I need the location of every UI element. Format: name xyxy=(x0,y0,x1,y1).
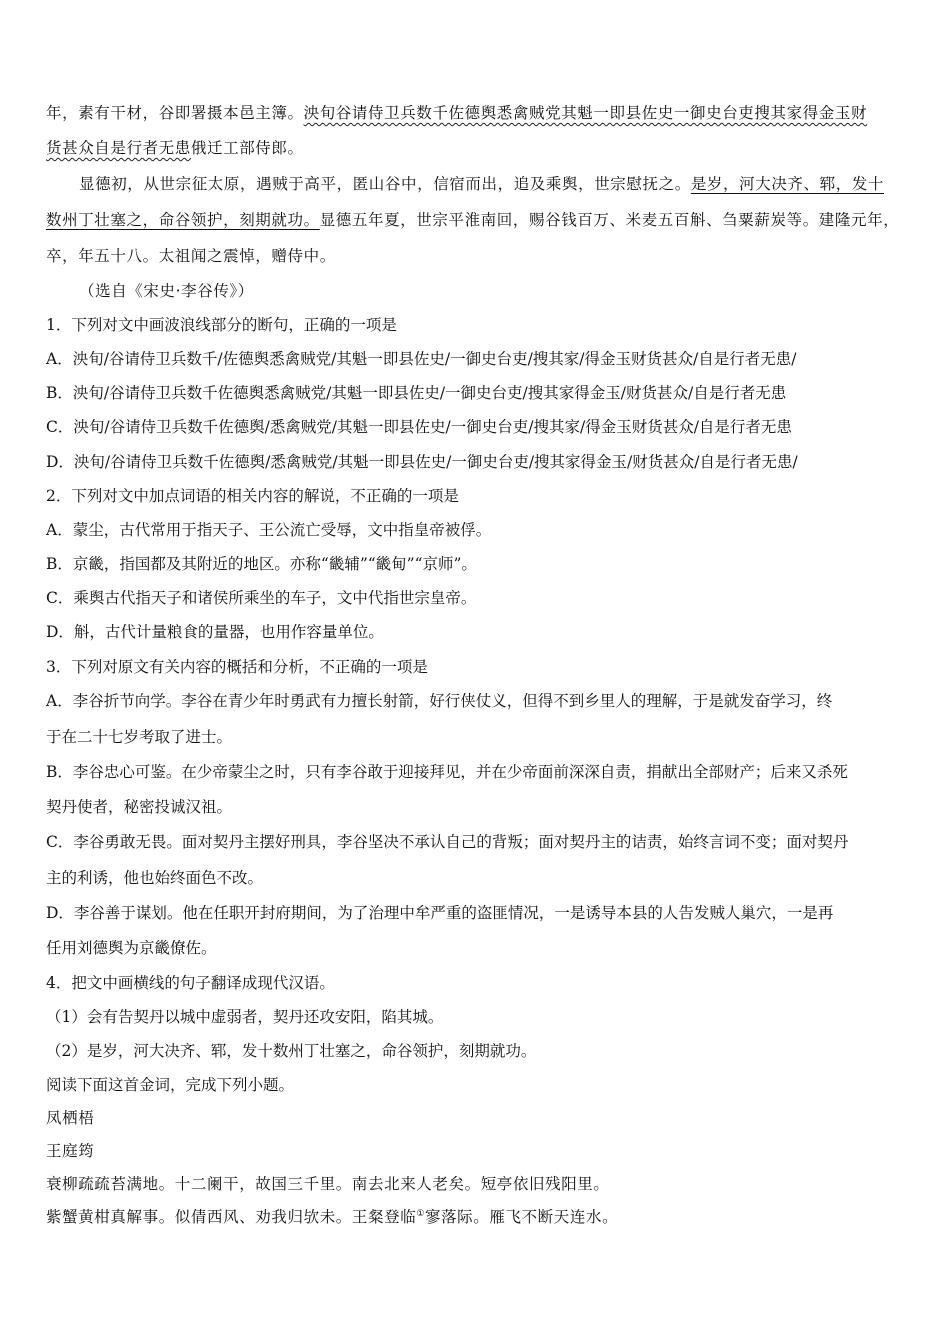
passage-line-2 xyxy=(46,138,304,158)
poem-intro: 阅读下面这首金词，完成下列小题。 xyxy=(46,1076,295,1094)
question-1-option-b: B．泱旬/谷请侍卫兵数千佐德舆悉禽贼党/其魁一即县佐史/一御史台吏/搜其家得金玉/财货甚众/自是行者无患 xyxy=(46,384,787,402)
question-3-option-d-line-1: D．李谷善于谋划。他在任职开封府期间，为了治理中牟严重的盗匪情况，一是诱导本县的人告发贼人巢穴，一是再 xyxy=(46,904,834,922)
question-2-option-b: B．京畿，指国都及其附近的地区。亦称“畿辅”“畿甸”“京师”。 xyxy=(46,555,477,573)
poem-title: 凤栖梧 xyxy=(46,1109,95,1127)
question-3-option-a-line-1: A．李谷折节向学。李谷在青少年时勇武有力擅长射箭，好行侠仗义，但得不到乡里人的理解，于是就发奋学习，终 xyxy=(46,692,833,710)
poem-text: 寥落际。雁飞不断天连水。 xyxy=(424,1208,619,1226)
question-1-option-d: D．泱旬/谷请侍卫兵数千佐德舆/悉禽贼党/其魁一即县佐史/一御史台吏/搜其家得金玉/财货甚众/自是行者无患/ xyxy=(46,453,798,471)
underlined-sentence: 数州丁壮塞之，命谷领护，刻期就功。 xyxy=(46,211,320,229)
question-3-option-b-line-1: B．李谷忠心可鉴。在少帝蒙尘之时，只有李谷敢于迎接拜见，并在少帝面前深深自责，捐献出全部财产；后来又杀死 xyxy=(46,763,848,781)
question-3-option-c-line-1: C．李谷勇敢无畏。面对契丹主摆好刑具，李谷坚决不承认自己的背叛；面对契丹主的诘责，始终言词不变；面对契丹 xyxy=(46,833,849,851)
footnote-marker: ① xyxy=(416,1208,425,1219)
poem-text: 紫蟹黄柑真解事。似倩西风、劝我归欤未。王粲登临 xyxy=(46,1208,417,1226)
passage-text: 年，素有干材，谷即署摄本邑主簿。 xyxy=(46,104,304,122)
question-3-option-b-line-2: 契丹使者，秘密投诚汉祖。 xyxy=(46,798,233,816)
question-3-option-c-line-2: 主的利诱，他也始终面色不改。 xyxy=(46,869,264,887)
question-3-option-a-line-2: 于在二十七岁考取了进士。 xyxy=(46,728,233,746)
question-1-option-c: C．泱旬/谷请侍卫兵数千佐德舆/悉禽贼党/其魁一即县佐史/一御史台吏/搜其家/得金玉财货甚众/自是行者无患 xyxy=(46,418,792,436)
passage-line-1 xyxy=(46,103,867,123)
wavy-underlined-text: 货甚众自是行者无患 xyxy=(46,139,191,157)
passage-line-4 xyxy=(46,210,899,230)
underlined-sentence: 是岁，河大决齐、郓，发十 xyxy=(690,175,885,193)
question-1-stem: 1．下列对文中画波浪线部分的断句，正确的一项是 xyxy=(46,316,397,334)
passage-text: 俄迁工部侍郎。 xyxy=(190,139,304,157)
question-3-option-d-line-2: 任用刘德舆为京畿僚佐。 xyxy=(46,939,217,957)
poem-line-2 xyxy=(46,1207,618,1227)
poem-author: 王庭筠 xyxy=(46,1142,95,1160)
passage-source: （选自《宋史·李谷传》） xyxy=(79,282,254,300)
question-2-option-d: D．斛，古代计量粮食的量器，也用作容量单位。 xyxy=(46,623,384,641)
passage-line-5: 卒，年五十八。太祖闻之震悼，赠侍中。 xyxy=(46,247,336,265)
question-2-option-c: C．乘舆古代指天子和诸侯所乘坐的车子，文中代指世宗皇帝。 xyxy=(46,589,477,607)
question-3-stem: 3．下列对原文有关内容的概括和分析，不正确的一项是 xyxy=(46,658,428,676)
passage-line-3 xyxy=(79,174,884,194)
passage-text: 显德初，从世宗征太原，遇贼于高平，匿山谷中，信宿而出，追及乘舆，世宗慰抚之。 xyxy=(79,175,691,193)
question-4-sentence-1: （1）会有告契丹以城中虚弱者，契丹还攻安阳，陷其城。 xyxy=(46,1008,444,1026)
poem-line-1: 衰柳疏疏苔满地。十二阑干，故国三千里。南去北来人老矣。短亭依旧残阳里。 xyxy=(46,1175,610,1193)
question-1-option-a: A．泱旬/谷请侍卫兵数千/佐德舆悉禽贼党/其魁一即县佐史/一御史台吏/搜其家/得金玉财货甚众/自是行者无患/ xyxy=(46,350,797,368)
wavy-underlined-text: 泱旬谷请侍卫兵数千佐德舆悉禽贼党其魁一即县佐史一御史台吏搜其家得金玉财 xyxy=(303,104,868,122)
question-2-option-a: A．蒙尘，古代常用于指天子、王公流亡受辱，文中指皇帝被俘。 xyxy=(46,521,492,539)
question-4-stem: 4．把文中画横线的句子翻译成现代汉语。 xyxy=(46,974,335,992)
question-4-sentence-2: （2）是岁，河大决齐、郓，发十数州丁壮塞之，命谷领护，刻期就功。 xyxy=(46,1042,537,1060)
passage-text: 显德五年夏，世宗平淮南回，赐谷钱百万、米麦五百斛、刍粟薪炭等。建隆元年， xyxy=(319,211,900,229)
question-2-stem: 2．下列对文中加点词语的相关内容的解说，不正确的一项是 xyxy=(46,487,459,505)
